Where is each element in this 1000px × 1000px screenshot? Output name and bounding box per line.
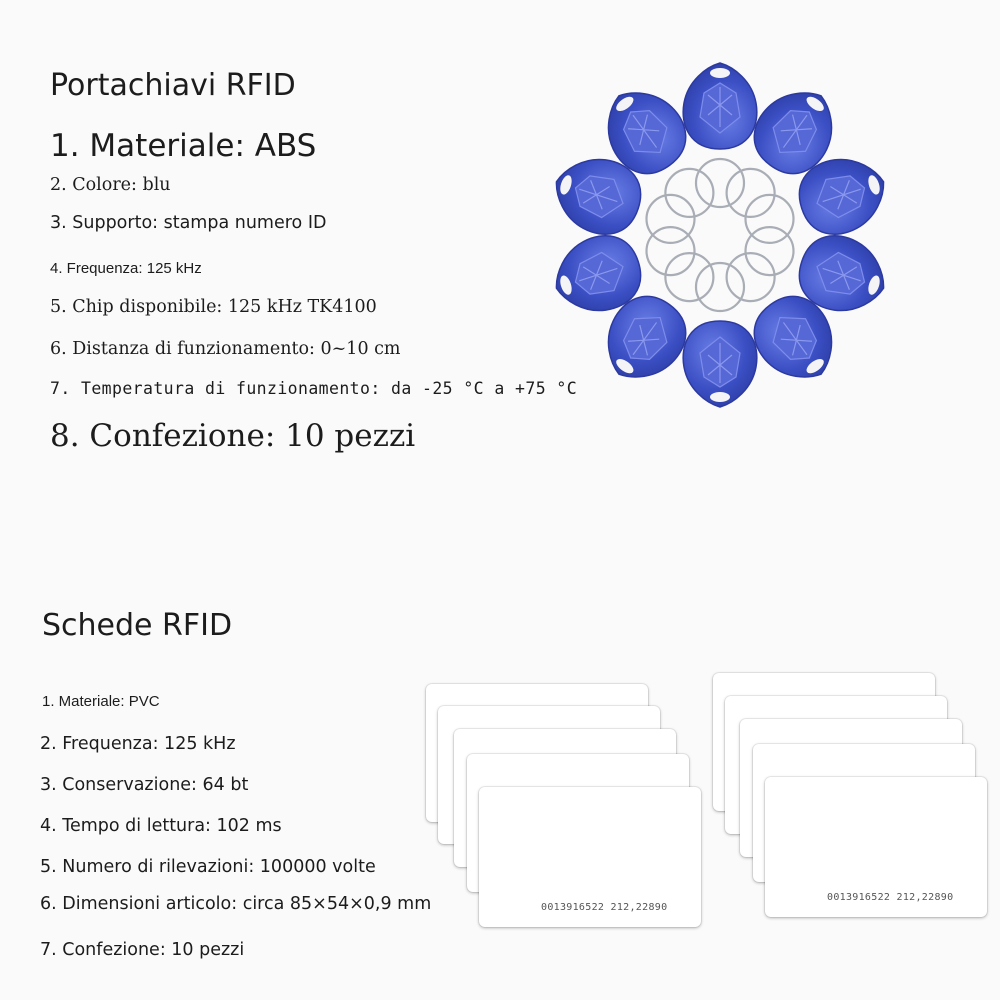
keyfob-spec-frequency: 4. Frequenza: 125 kHz [50, 260, 202, 277]
key-ring [665, 169, 713, 217]
key-ring [696, 263, 744, 311]
key-ring [647, 227, 695, 275]
keyfob-spec-color: 2. Colore: blu [50, 175, 171, 195]
card-spec-detections: 5. Numero di rilevazioni: 100000 volte [40, 857, 376, 877]
cards-section-title: Schede RFID [42, 608, 233, 643]
card-spec-storage: 3. Conservazione: 64 bt [40, 775, 249, 795]
card-number: 0013916522 212,22890 [541, 902, 668, 913]
card-spec-frequency: 2. Frequenza: 125 kHz [40, 734, 236, 754]
card-spec-read-time: 4. Tempo di lettura: 102 ms [40, 816, 282, 836]
keyfob-spec-material: 1. Materiale: ABS [50, 128, 317, 164]
card-number: 0013916522 212,22890 [827, 892, 954, 903]
key-ring [727, 169, 775, 217]
card-spec-dimensions: 6. Dimensioni articolo: circa 85×54×0,9 mm [40, 894, 432, 914]
key-ring [746, 227, 794, 275]
keyfob-spec-support: 3. Supporto: stampa numero ID [50, 213, 327, 233]
card-spec-package: 7. Confezione: 10 pezzi [40, 940, 245, 960]
keyfob-spec-package: 8. Confezione: 10 pezzi [50, 418, 416, 454]
key-ring [647, 195, 695, 243]
keyfob-product-image [545, 65, 895, 415]
card-spec-material: 1. Materiale: PVC [42, 693, 160, 710]
key-ring [746, 195, 794, 243]
key-fob [683, 63, 757, 149]
key-fob [683, 321, 757, 407]
key-ring [696, 159, 744, 207]
keyfob-section-title: Portachiavi RFID [50, 68, 296, 103]
rfid-card [765, 777, 987, 917]
keyfob-spec-temperature: 7. Temperatura di funzionamento: da -25 °C a +75 °C [50, 379, 578, 398]
keyfob-spec-distance: 6. Distanza di funzionamento: 0~10 cm [50, 339, 401, 359]
key-ring [727, 253, 775, 301]
keyfob-spec-chip: 5. Chip disponibile: 125 kHz TK4100 [50, 297, 377, 317]
key-ring [665, 253, 713, 301]
rfid-card [479, 787, 701, 927]
